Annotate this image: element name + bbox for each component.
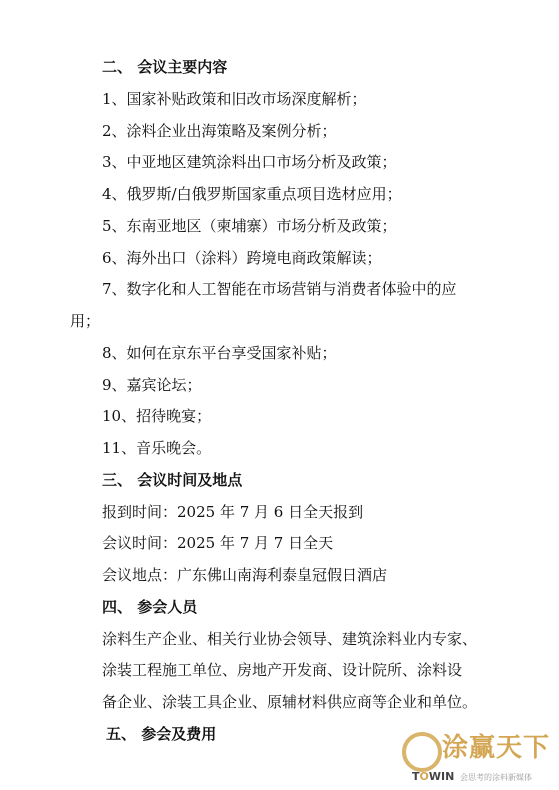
logo-en-t: T <box>412 770 420 783</box>
section-heading-content: 二、 会议主要内容 <box>102 58 228 76</box>
list-item: 2、涂料企业出海策略及案例分析； <box>102 122 337 140</box>
list-item: 11、音乐晚会。 <box>102 439 212 457</box>
section-heading-attendees: 四、 参会人员 <box>102 598 198 616</box>
list-item: 5、东南亚地区（柬埔寨）市场分析及政策； <box>102 217 397 235</box>
meeting-time: 会议时间：2025 年 7 月 7 日全天 <box>102 534 334 552</box>
logo-circle-icon <box>402 732 442 772</box>
list-item: 8、如何在京东平台享受国家补贴； <box>102 344 337 362</box>
list-item: 9、嘉宾论坛； <box>102 376 202 394</box>
logo-en-win: WIN <box>428 770 455 783</box>
checkin-time: 报到时间：2025 年 7 月 6 日全天报到 <box>102 503 364 521</box>
attendees-line: 涂料生产企业、相关行业协会领导、建筑涂料业内专家、 <box>102 630 478 648</box>
attendees-line: 涂装工程施工单位、房地产开发商、设计院所、涂料设 <box>102 661 463 679</box>
list-item-continuation: 用； <box>70 312 101 330</box>
section-heading-fees: 五、 参会及费用 <box>106 725 217 743</box>
list-item: 1、国家补贴政策和旧改市场深度解析； <box>102 90 367 108</box>
list-item: 3、中亚地区建筑涂料出口市场分析及政策； <box>102 153 397 171</box>
logo-slogan: 会思考的涂料新媒体 <box>460 773 532 782</box>
list-item: 7、数字化和人工智能在市场营销与消费者体验中的应 <box>102 280 457 298</box>
meeting-location: 会议地点：广东佛山南海利泰皇冠假日酒店 <box>102 566 388 584</box>
list-item: 6、海外出口（涂料）跨境电商政策解读； <box>102 249 382 267</box>
towin-logo <box>402 730 552 786</box>
list-item: 4、俄罗斯/白俄罗斯国家重点项目选材应用； <box>102 185 402 203</box>
attendees-line: 备企业、涂装工具企业、原辅材料供应商等企业和单位。 <box>102 693 478 711</box>
logo-en-o: O <box>419 770 429 783</box>
list-item: 10、招待晚宴； <box>102 407 212 425</box>
logo-wordmark: 涂赢天下 <box>442 733 551 763</box>
section-heading-time-place: 三、 会议时间及地点 <box>102 471 243 489</box>
logo-english <box>412 770 454 783</box>
